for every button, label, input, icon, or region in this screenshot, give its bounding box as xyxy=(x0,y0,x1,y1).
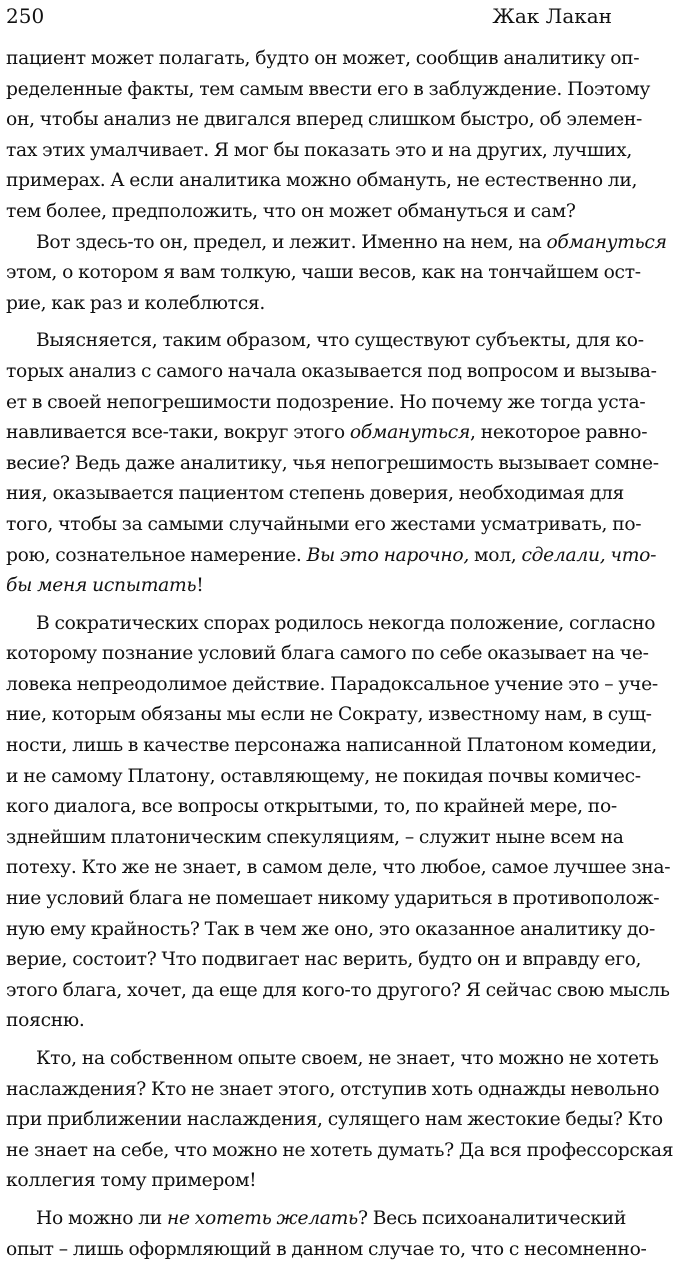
text-line: Но можно ли не хотеть желать? Весь психоаналитический xyxy=(36,1207,627,1229)
italic-emphasis: сделали, что- xyxy=(521,544,657,566)
text-line: пациент может полагать, будто он может, сообщив аналитику оп- xyxy=(6,48,640,69)
text-line: зднейшим платоническим спекуляциям, – служит ныне всем на xyxy=(6,826,624,848)
text-line: рою, сознательное намерение. Вы это нарочно, мол, сделали, что- xyxy=(6,544,657,566)
text-line: этом, о котором я вам толкую, чаши весов, как на тончайшем ост- xyxy=(6,262,641,284)
text-line: Вот здесь-то он, предел, и лежит. Именно на нем, на обмануться xyxy=(36,231,667,253)
text-line: ние, которым обязаны мы если не Сократу, известному нам, в сущ- xyxy=(6,704,652,726)
text-line: опыт – лишь оформляющий в данном случае то, что с несомненно- xyxy=(6,1238,647,1260)
text-line: этого блага, хочет, да еще для кого-то другого? Я сейчас свою мысль xyxy=(6,979,670,1001)
text-line: тах этих умалчивает. Я мог бы показать это и на других, лучших, xyxy=(6,139,633,161)
italic-emphasis: Вы это нарочно, xyxy=(306,544,469,566)
text-line: не знает на себе, что можно не хотеть думать? Да вся профессорская xyxy=(6,1139,673,1161)
text-line: ловека непреодолимое действие. Парадоксальное учение это – уче- xyxy=(6,673,658,695)
text-line: ности, лишь в качестве персонажа написанной Платоном комедии, xyxy=(6,735,657,757)
text-line: тем более, предположить, что он может обмануться и сам? xyxy=(6,200,576,222)
text-line: рие, как раз и колеблются. xyxy=(6,292,266,314)
text-line: того, чтобы за самыми случайными его жестами усматривать, по- xyxy=(6,513,642,535)
text-line: и не самому Платону, оставляющему, не покидая почвы комичес- xyxy=(6,765,641,787)
text-line: В сократических спорах родилось некогда положение, согласно xyxy=(36,612,656,634)
text-line: которому познание условий блага самого по себе оказывает на че- xyxy=(6,643,649,665)
italic-emphasis: бы меня испытать xyxy=(6,575,197,597)
text-line: наслаждения? Кто не знает этого, отступив хоть однажды невольно xyxy=(6,1078,660,1100)
text-line: кого диалога, все вопросы открытыми, то, по крайней мере, по- xyxy=(6,796,617,818)
text-line: примерах. А если аналитика можно обмануть, не естественно ли, xyxy=(6,170,638,192)
text-line: ную ему крайность? Так в чем же оно, это оказанное аналитику до- xyxy=(6,918,655,940)
running-title: Жак Лакан xyxy=(492,4,612,28)
text-line: верие, состоит? Что подвигает нас верить, будто он и вправду его, xyxy=(6,949,642,971)
text-line: Выясняется, таким образом, что существуют субъекты, для ко- xyxy=(36,330,644,352)
text-line: ределенные факты, тем самым ввести его в заблуждение. Поэтому xyxy=(6,78,651,100)
italic-emphasis: обмануться xyxy=(349,422,471,444)
page-number: 250 xyxy=(6,4,45,28)
page-header xyxy=(0,0,620,40)
text-line: ние условий блага не помешает никому удариться в противополож- xyxy=(6,888,660,910)
text-line: при приближении наслаждения, сулящего нам жестокие беды? Кто xyxy=(6,1109,663,1131)
italic-emphasis: обмануться xyxy=(546,231,667,253)
italic-emphasis: не хотеть желать xyxy=(166,1207,358,1229)
text-line: бы меня испытать! xyxy=(6,575,204,597)
text-line: ет в своей непогрешимости подозрение. Но почему же тогда уста- xyxy=(6,391,646,413)
text-line: он, чтобы анализ не двигался вперед слишком быстро, об элемен- xyxy=(6,109,643,131)
text-line: коллегия тому примером! xyxy=(6,1170,257,1192)
body-text xyxy=(6,44,673,1265)
text-line: навливается все-таки, вокруг этого обмануться, некоторое равно- xyxy=(6,422,648,444)
text-line: весие? Ведь даже аналитику, чья непогрешимость вызывает сомне- xyxy=(6,452,659,474)
text-line: потеху. Кто же не знает, в самом деле, что любое, самое лучшее зна- xyxy=(6,857,671,879)
text-line: ния, оказывается пациентом степень доверия, необходимая для xyxy=(6,483,625,505)
text-line: торых анализ с самого начала оказывается под вопросом и вызыва- xyxy=(6,360,657,382)
text-line: поясню. xyxy=(6,1010,85,1032)
text-line: Кто, на собственном опыте своем, не знает, что можно не хотеть xyxy=(36,1048,659,1069)
